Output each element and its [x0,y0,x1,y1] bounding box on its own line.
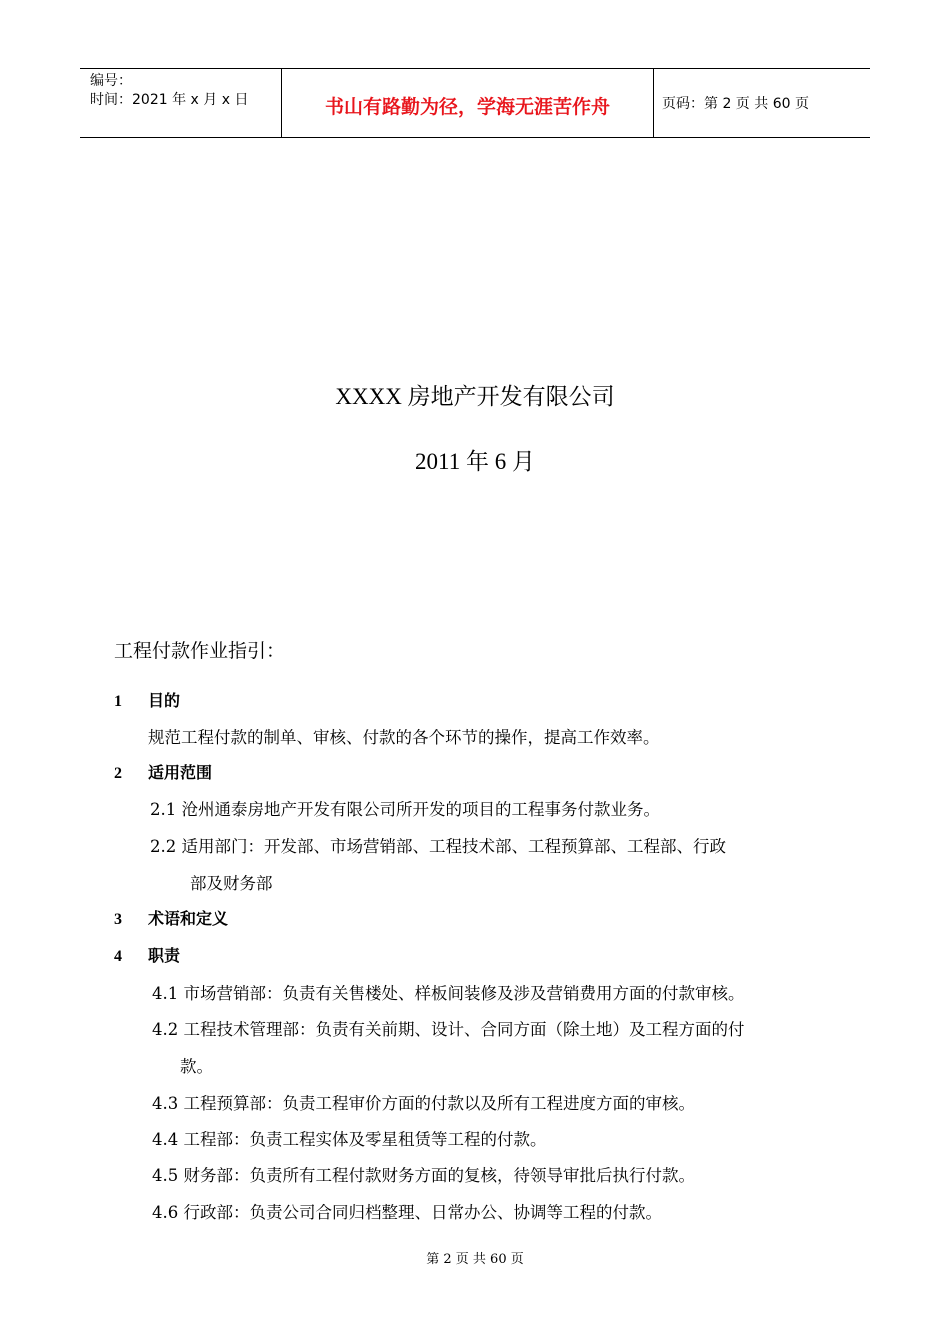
scope-item-2-2: 2.2 适用部门：开发部、市场营销部、工程技术部、工程预算部、工程部、行政 [150,837,726,856]
duty-item-4-4: 4.4 工程部：负责工程实体及零星租赁等工程的付款。 [152,1130,547,1149]
duty-item-4-3: 4.3 工程预算部：负责工程审价方面的付款以及所有工程进度方面的审核。 [152,1094,695,1113]
header-page-info: 页码：第 2 页 共 60 页 [662,96,809,112]
section-title: 职责 [148,946,181,965]
duty-item-4-5: 4.5 财务部：负责所有工程付款财务方面的复核，待领导审批后执行付款。 [152,1166,695,1185]
section-heading-3 [114,906,228,929]
duty-item-4-6: 4.6 行政部：负责公司合同归档整理、日常办公、协调等工程的付款。 [152,1203,662,1222]
duty-item-4-2-continued: 款。 [180,1057,213,1076]
header-table [80,68,870,138]
scope-item-2-1: 2.1 沧州通泰房地产开发有限公司所开发的项目的工程事务付款业务。 [150,800,660,819]
section-heading-1 [114,688,180,711]
document-number-label: 编号： [90,73,132,89]
section-title: 适用范围 [148,763,213,782]
scope-item-2-2-continued: 部及财务部 [190,874,273,893]
section-heading-2 [114,760,212,783]
section-heading-4 [114,943,180,966]
section-number: 2 [114,765,122,782]
duty-item-4-2: 4.2 工程技术管理部：负责有关前期、设计、合同方面（除土地）及工程方面的付 [152,1020,745,1039]
section-number: 1 [114,693,122,710]
section-title: 目的 [148,691,181,710]
guide-title: 工程付款作业指引： [114,640,286,662]
company-name: XXXX 房地产开发有限公司 [335,384,615,409]
section-number: 4 [114,948,122,965]
section-title: 术语和定义 [148,909,229,928]
purpose-text: 规范工程付款的制单、审核、付款的各个环节的操作，提高工作效率。 [148,728,660,747]
document-time-label: 时间：2021 年 x 月 x 日 [90,92,249,108]
header-motto: 书山有路勤为径，学海无涯苦作舟 [282,69,654,137]
page-footer: 第 2 页 共 60 页 [426,1252,524,1267]
header-meta-cell [80,69,282,137]
cover-date: 2011 年 6 月 [415,449,535,474]
section-number: 3 [114,911,122,928]
duty-item-4-1: 4.1 市场营销部：负责有关售楼处、样板间装修及涉及营销费用方面的付款审核。 [152,984,745,1003]
